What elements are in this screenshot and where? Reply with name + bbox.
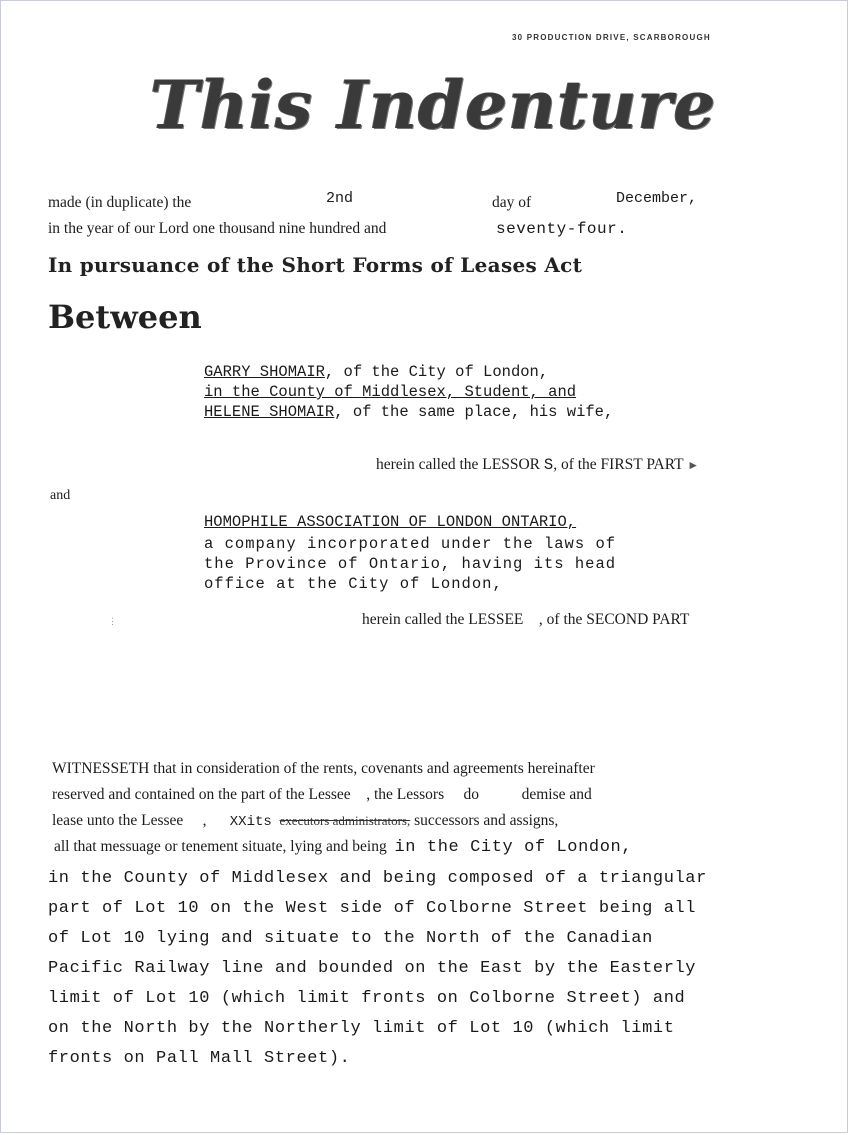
arrow-mark: ► — [687, 458, 700, 472]
witnesseth-line-4b: in the City of London, — [394, 838, 633, 857]
scan-smudge: ⋮ — [108, 616, 117, 626]
witnesseth-line-4 — [54, 838, 632, 857]
description-block — [48, 864, 707, 1074]
date-month: December, — [616, 190, 698, 207]
lessor-called-prefix: herein called the LESSOR — [376, 456, 540, 473]
lessor-line-1-rest: , of the City of London, — [324, 363, 549, 381]
printer-address: 30 PRODUCTION DRIVE, SCARBOROUGH — [512, 33, 711, 42]
witnesseth-line-2c: do — [463, 786, 479, 803]
witnesseth-line-2a: reserved and contained on the part of the Lessee — [52, 786, 351, 803]
witnesseth-line-3b: , — [202, 812, 207, 829]
date-day-of: day of — [492, 194, 532, 211]
lessee-line-4: office at the City of London, — [204, 575, 503, 593]
lessor-line-3-rest: , of the same place, his wife, — [334, 403, 614, 421]
year-words: seventy-four. — [496, 220, 628, 238]
lessee-name: HOMOPHILE ASSOCIATION OF LONDON ONTARIO, — [204, 513, 577, 531]
lessor-called-suffix: S — [543, 456, 554, 474]
witnesseth-line-3e: successors and assigns, — [414, 812, 559, 829]
description-line-1: in the County of Middlesex and being composed of a triangular — [48, 869, 707, 888]
witnesseth-line-2 — [52, 786, 592, 804]
description-line-4: Pacific Railway line and bounded on the East by the Easterly — [48, 959, 697, 978]
witnesseth-line-3a: lease unto the Lessee — [52, 812, 184, 829]
witnesseth-line-3c: XXits — [229, 814, 272, 830]
description-line-2: part of Lot 10 on the West side of Colborne Street being all — [48, 899, 697, 918]
witnesseth-line-2b: , the Lessors — [366, 786, 445, 803]
lessor-line-3 — [204, 402, 613, 422]
witnesseth-line-3d: executors administrators, — [279, 813, 411, 828]
lessee-called-part: , of the SECOND PART — [538, 611, 690, 628]
witnesseth-line-2d: demise and — [521, 786, 592, 803]
lessee-called-prefix: herein called the LESSEE — [362, 611, 524, 628]
lessor-line-2: in the County of Middlesex, Student, and — [204, 383, 577, 401]
description-line-6: on the North by the Northerly limit of Lot 10 (which limit — [48, 1019, 675, 1038]
document-title: This Indenture — [150, 66, 717, 144]
witnesseth-line-4a: all that messuage or tenement situate, lying and being — [54, 838, 387, 855]
lessee-line-2: a company incorporated under the laws of — [204, 535, 617, 553]
act-heading: In pursuance of the Short Forms of Leases Act — [48, 253, 583, 277]
lessor-called — [376, 456, 699, 474]
witnesseth-line-1: WITNESSETH that in consideration of the rents, covenants and agreements hereinafter — [52, 760, 595, 777]
lessor-line-1 — [204, 362, 548, 382]
lessee-line-3: the Province of Ontario, having its head — [204, 555, 617, 573]
description-line-5: limit of Lot 10 (which limit fronts on Colborne Street) and — [48, 989, 686, 1008]
and-word: and — [50, 488, 71, 503]
date-prefix: made (in duplicate) the — [48, 194, 192, 211]
date-day: 2nd — [326, 190, 354, 207]
year-prefix: in the year of our Lord one thousand nine hundred and — [48, 220, 387, 237]
lessor-name-1: GARRY SHOMAIR — [204, 363, 325, 381]
witnesseth-line-3 — [52, 812, 558, 830]
lessor-name-2: HELENE SHOMAIR — [204, 403, 335, 421]
description-line-7: fronts on Pall Mall Street). — [48, 1049, 351, 1068]
lessor-called-part: , of the FIRST PART — [553, 456, 684, 473]
lessee-called — [362, 611, 689, 629]
description-line-3: of Lot 10 lying and situate to the North of the Canadian — [48, 929, 653, 948]
between-heading: Between — [48, 298, 202, 336]
